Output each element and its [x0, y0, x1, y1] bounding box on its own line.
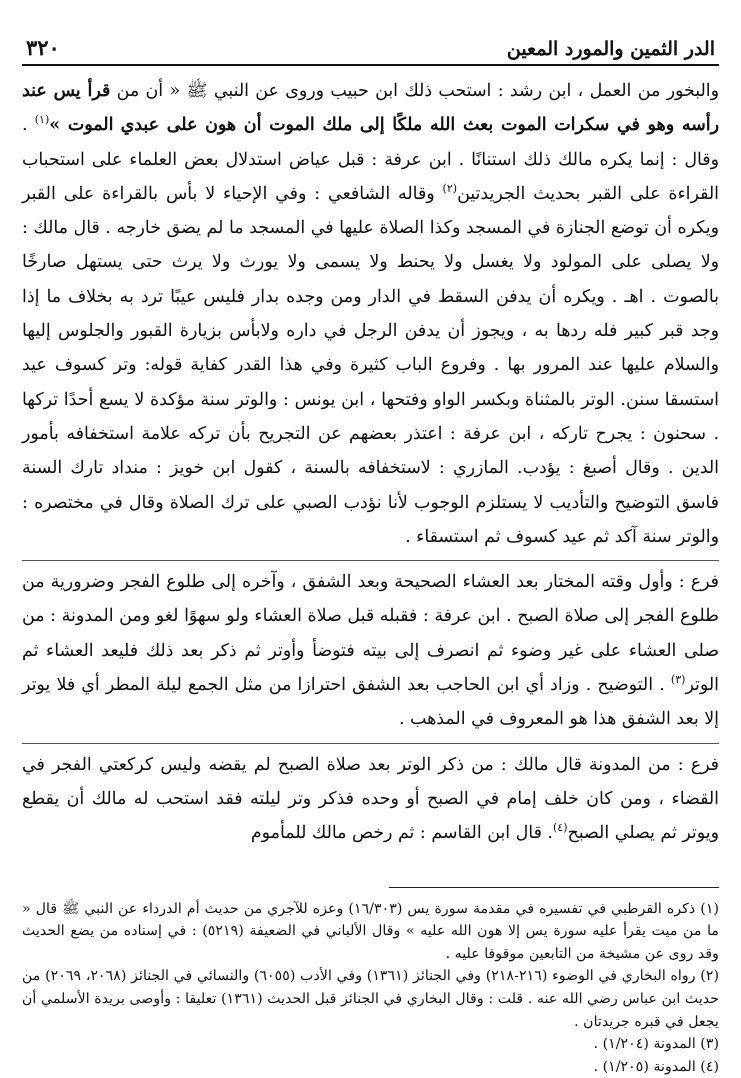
hadith-line: قرأ يس عند رأسه وهو في سكرات الموت بعث الله ملكًا إلى ملك الموت أن هون على عبدي [22, 81, 719, 136]
text-line: عليها عند المرور بها . وفروع الباب كثيرة وفي هذا القدر كفاية قوله: وتر كسوف عيد [22, 355, 656, 376]
text-line: . قال ابن القاسم : ثم رخص مالك للمأموم [250, 823, 553, 844]
footnote-line: عن النبي ﷺ قال « ما من ميت يقرأ عليه سورة يس إلا هون الله عليه » وقال الألباني في الضعيفة [22, 900, 719, 940]
footnote-line: الجنائز (٢٠٦٨، ٢٠٦٩) من حديث ابن عباس رضي الله عنه . قلت : وقال البخاري في الجنائز [22, 968, 720, 1007]
paragraph-2 [22, 565, 719, 736]
text-line: . التوضيح . وزاد أي ابن الحاجب بعد الشفق احترازا من [268, 675, 671, 696]
text-line: له مالك أن يقطع ويوتر ثم يصلي الصبح [22, 788, 719, 844]
footnote-1 [22, 898, 719, 966]
text-line: مثل الجمع ليلة المطر أي فلا يوتر إلا بعد الشفق هذا هو المعروف في المذهب . [22, 675, 719, 730]
text-line: العلماء على استحباب القراءة على القبر بحديث الجريدتين [22, 149, 719, 204]
text-line: ابن خويز : منداد تارك السنة فاسق التوضيح والتأديب لا يستلزم الوجوب لأنا نؤدب [22, 458, 719, 513]
text-line: والبخور من العمل ، ابن رشد : استحب ذلك ابن حبيب وروى عن النبي ﷺ « أن من [116, 81, 719, 101]
footnote-ref-4[interactable]: (٤) [552, 821, 568, 835]
text-line: . وقال : إنما يكره مالك ذلك استنانًا . ابن عرفة : قبل عياض استدلال بعض [22, 115, 719, 170]
footnote-ref-1[interactable]: (١) [34, 113, 50, 127]
text-line: لغو ومن المدونة : من صلى العشاء على غير وضوء ثم انصرف إلى بيته فتوضأ وأوتر ثم ذكر [22, 606, 720, 661]
text-line: أحدًا تركها . سحنون : يجرح تاركه ، ابن عرفة : اعتذر بعضهم عن التجريح بأن تركه [22, 389, 719, 444]
footnote-line: (١) ذكره القرطبي في تفسيره في مقدمة سورة يس (١٦/٣٠٣) وعزه للآجري من حديث أم الدرداء [142, 900, 719, 917]
footnote-line: قبل الحديث (١٣٦١) تعليقا : وأوصى بريدة الأسلمي أن يجعل في قبره جريدتان . [22, 990, 719, 1030]
paragraph-1 [22, 74, 719, 554]
main-text [22, 74, 719, 851]
footnote-4: (٤) المدونة (١/٢٠٥) . [593, 1058, 719, 1075]
text-line: فرع : وأول وقته المختار بعد العشاء الصحيحة وبعد الشفق ، وآخره إلى طلوع الفجر [120, 572, 719, 593]
text-line: علامة استخفافه بأمور الدين . وقال أصبغ : يؤدب. المازري : لاستخفافه بالسنة ، كقول [22, 423, 720, 479]
footnote-line: (٥٢١٩) : في إسناده من يضع الحديث وقد روى عن مشيخة من التابعين موقوفا عليه . [22, 923, 719, 962]
text-line: الإحياء لا بأس بالقراءة على القبر ويكره أن توضع الجنازة في المسجد وكذا الصلاة [22, 183, 720, 239]
footnote-ref-2[interactable]: (٢) [442, 182, 458, 196]
text-line: عليها في المسجد ما لم يضق خارجه . قال مالك : ولا يصلى على المولود ولا يغسل ولا [22, 218, 720, 273]
text-line: الصبي على ترك الصلاة وقال في مختصره : والوتر سنة آكد ثم عيد كسوف ثم استسقاء . [22, 492, 719, 547]
text-line: وقاله الشافعي : وفي [275, 183, 443, 204]
footnote-rule [389, 887, 719, 888]
text-line: ردها به ، ويجوز أن يدفن الرجل في داره ولابأس بزيارة القبور والجلوس إليها والسلام [22, 321, 719, 376]
footnotes [22, 898, 719, 1078]
text-line: يحنط ولا يسمى ولا يورث ولا يرث حتى يستهل صارخًا بالصوت . اهـ . ويكره أن [22, 252, 719, 307]
paragraph-3 [22, 748, 719, 851]
section-divider [22, 560, 719, 561]
page-header [22, 30, 719, 66]
text-line: يدفن السقط في الدار ومن وجده بدار فليس عيبًا ترد به بخلاف ما إذا وجد قبر كبير فله [22, 286, 719, 342]
text-line: بعد ذلك فليعد العشاء ثم الوتر [22, 640, 719, 696]
text-line: وضرورية من طلوع الفجر إلى صلاة الصبح . ابن عرفة : فقبله قبل صلاة العشاء ولو سهوًا [22, 572, 720, 627]
footnote-3: (٣) المدونة (١/٢٠٤) . [593, 1036, 719, 1053]
footnote-line: (٢) رواه البخاري في الوضوء (٢١٦-٢١٨) وفي الجنائز (١٣٦١) وفي الأدب (٦٠٥٥) والنسائي في [173, 968, 719, 985]
section-divider [22, 743, 719, 744]
book-title: الدر الثمين والمورد المعين [506, 38, 715, 60]
hadith-line: الموت » [49, 115, 114, 136]
text-line: الفجر في القضاء ، ومن كان خلف إمام في الصبح أو وحده فذكر وتر ليلته فقد استحب [22, 754, 719, 809]
footnote-2 [22, 965, 719, 1033]
footnote-ref-3[interactable]: (٣) [670, 673, 686, 687]
text-line: استسقا سنن. الوتر بالمثناة وبكسر الواو وفتحها ، ابن يونس : والوتر سنة مؤكدة لا يسع [99, 389, 719, 410]
text-line: فرع : من المدونة قال مالك : من ذكر الوتر بعد صلاة الصبح لم يقضه وليس كركعتي [98, 754, 719, 775]
page-number: ٣٢٠ [26, 35, 60, 60]
